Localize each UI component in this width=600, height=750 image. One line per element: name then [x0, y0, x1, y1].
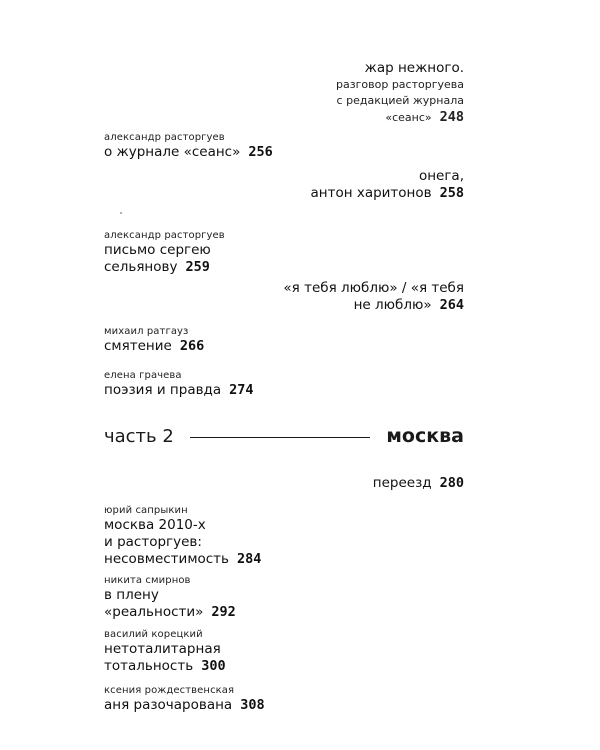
entry-title-line: несовместимость 284 — [104, 551, 262, 567]
entry-subtitle: разговор расторгуева — [336, 78, 464, 91]
entry-title-line: о журнале «сеанс» 256 — [104, 144, 273, 160]
toc-entry[interactable] — [104, 685, 265, 714]
entry-title: жар нежного. — [364, 60, 464, 76]
entry-title: «я тебя люблю» / «я тебя — [283, 280, 464, 296]
entry-author: никита смирнов — [104, 575, 191, 586]
toc-entry[interactable] — [104, 629, 226, 675]
page-number: 264 — [439, 297, 464, 313]
entry-title-line: аня разочарована 308 — [104, 697, 265, 713]
page-number: 256 — [248, 144, 273, 160]
page-number: 280 — [439, 475, 464, 491]
entry-title-line: «реальности» 292 — [104, 604, 236, 620]
toc-entry[interactable] — [310, 168, 464, 202]
page-number: 248 — [439, 109, 464, 125]
entry-author: юрий сапрыкин — [104, 505, 188, 516]
entry-title-line: тотальность 300 — [104, 658, 226, 674]
entry-author: александр расторгуев — [104, 230, 225, 241]
entry-title: онега, — [418, 168, 464, 184]
toc-entry[interactable] — [104, 575, 236, 621]
entry-title: нетоталитарная — [104, 641, 221, 657]
toc-entry[interactable] — [104, 230, 225, 276]
entry-author: александр расторгуев — [104, 132, 225, 143]
part-title: москва — [386, 425, 464, 447]
page-number: 284 — [237, 551, 262, 567]
entry-title: москва 2010-х — [104, 517, 206, 533]
entry-author: михаил ратгауз — [104, 326, 189, 337]
toc-entry[interactable] — [104, 505, 261, 568]
entry-title-line: поэзия и правда 274 — [104, 382, 254, 398]
page-number: 259 — [185, 259, 210, 275]
toc-entry[interactable] — [336, 60, 464, 126]
toc-entry[interactable] — [104, 132, 273, 161]
entry-title-line: смятение 266 — [104, 338, 205, 354]
part-label: часть 2 — [104, 426, 174, 447]
part-divider — [190, 437, 370, 438]
toc-entry[interactable] — [283, 280, 464, 314]
page-number: 274 — [229, 382, 254, 398]
entry-title: в плену — [104, 587, 159, 603]
entry-title-line: переезд 280 — [372, 475, 464, 491]
toc-entry[interactable] — [104, 326, 204, 355]
entry-author: елена грачева — [104, 370, 182, 381]
entry-title: и расторгуев: — [104, 534, 202, 550]
page-number: 258 — [439, 185, 464, 201]
entry-title-line: антон харитонов 258 — [310, 185, 464, 201]
entry-author: ксения рождественская — [104, 685, 235, 696]
toc-entry[interactable] — [104, 370, 254, 399]
scan-speck — [120, 212, 122, 214]
page-number: 292 — [211, 604, 236, 620]
page-number: 300 — [201, 658, 226, 674]
toc-entry[interactable] — [373, 475, 464, 492]
page-number: 308 — [240, 697, 265, 713]
entry-author: василий корецкий — [104, 629, 203, 640]
page-number: 266 — [179, 338, 205, 354]
entry-title: письмо сергею — [104, 242, 211, 258]
entry-subtitle: с редакцией журнала — [336, 94, 464, 107]
entry-subtitle-last: «сеанс» 248 — [385, 109, 464, 125]
entry-title-line: не люблю» 264 — [353, 297, 464, 313]
entry-title-line: сельянову 259 — [104, 259, 210, 275]
